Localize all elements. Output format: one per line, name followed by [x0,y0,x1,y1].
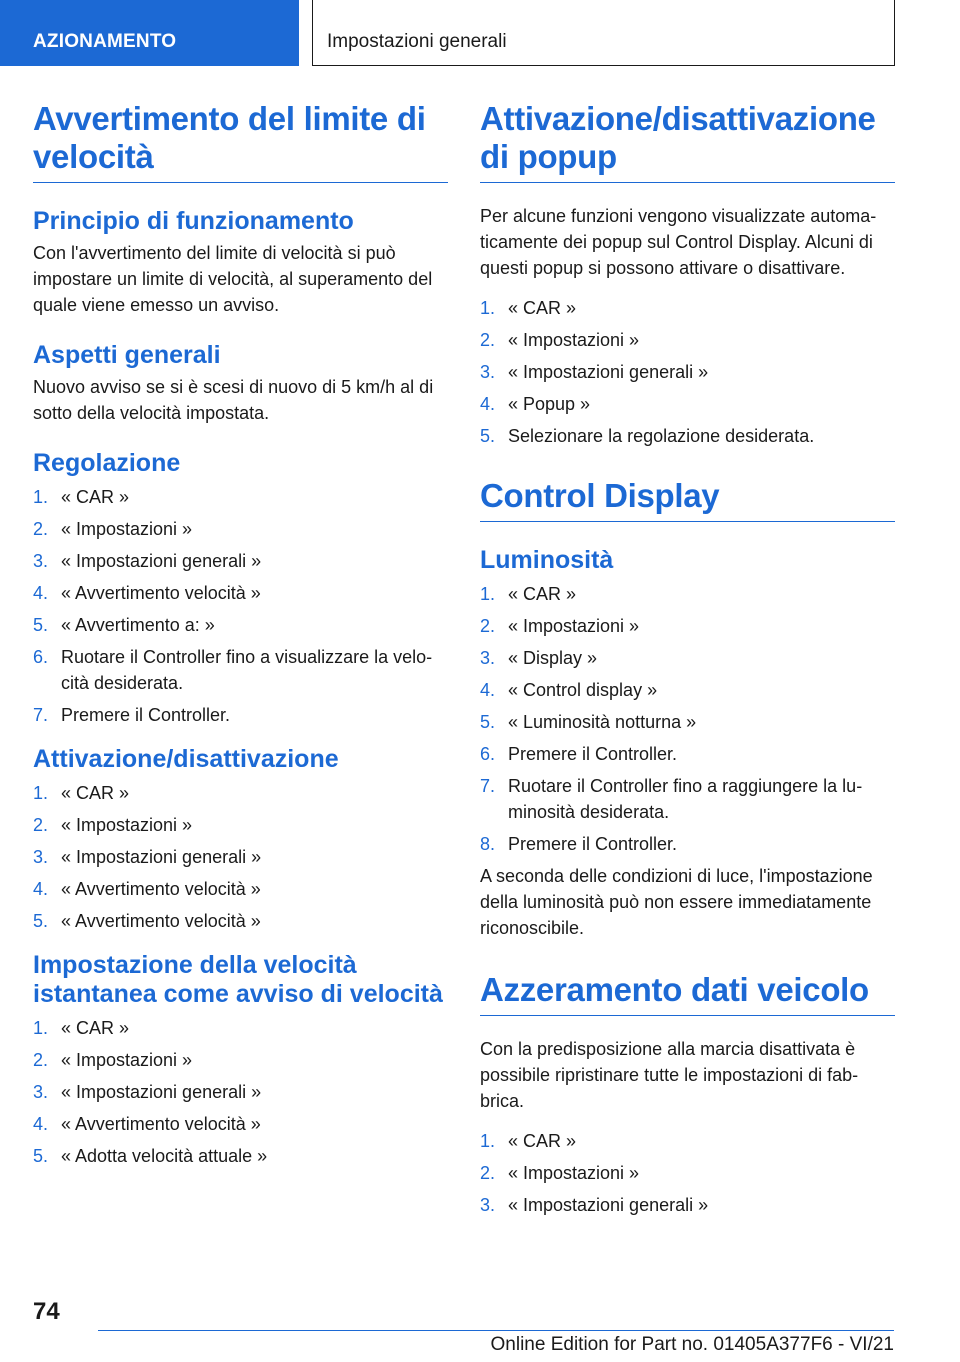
step-text: « Impostazioni » [61,1050,193,1070]
step-text: Selezionare la regolazione desiderata. [508,426,815,446]
text-popup: Per alcune funzioni vengono visualizzate automa‐ticamente dei popup sul Control Display. Alcuni di questi popup si possono attivare o disattivare. [480,206,877,278]
step-number: 3. [33,551,49,571]
step-number: 2. [33,815,49,835]
section-heading-speed-limit: Avvertimento del limite di velocità [33,100,448,183]
list-item [480,709,895,735]
list-item [33,908,448,934]
step-number: 3. [480,362,496,382]
step-text: « Impostazioni » [61,815,193,835]
step-number: 7. [33,705,49,725]
step-number: 1. [33,783,49,803]
step-number: 2. [33,1050,49,1070]
step-number: 2. [480,616,496,636]
step-text: « Control display » [508,680,658,700]
footer-divider [98,1330,894,1331]
list-item [480,645,895,671]
text-aspetti: Nuovo avviso se si è scesi di nuovo di 5 km/h al di sotto della velocità impostata. [33,377,434,423]
step-number: 2. [480,330,496,350]
heading-luminosita: Luminosità [480,546,614,574]
list-item [33,1047,448,1073]
list-item [480,831,895,857]
page-header [0,0,960,66]
step-text: « Avvertimento a: » [61,615,215,635]
text-azzeramento: Con la predisposizione alla marcia disattivata è possibile ripristinare tutte le impostazioni di fab‐brica. [480,1039,859,1111]
list-item [480,1192,895,1218]
steps-popup [480,295,895,449]
step-text: « Avvertimento velocità » [61,911,261,931]
step-text: « CAR » [508,298,577,318]
step-text: « Popup » [508,394,591,414]
step-text: « CAR » [61,783,130,803]
step-number: 5. [33,1146,49,1166]
step-text: « Avvertimento velocità » [61,1114,261,1134]
step-text: « Impostazioni generali » [61,847,262,867]
step-text: « Impostazioni generali » [508,1195,709,1215]
list-item [33,484,448,510]
section-heading-azzeramento: Azzeramento dati veicolo [480,971,895,1016]
step-text: « Impostazioni » [508,1163,640,1183]
edition-note: Online Edition for Part no. 01405A377F6 - VI/21 [490,1334,894,1355]
list-item [480,677,895,703]
heading-aspetti: Aspetti generali [33,341,221,369]
page-number: 74 [33,1298,60,1325]
step-text: « Adotta velocità attuale » [61,1146,268,1166]
step-number: 4. [33,879,49,899]
step-number: 1. [33,1018,49,1038]
step-number: 5. [33,911,49,931]
step-text: Ruotare il Controller fino a visualizzare la velo‐cità desiderata. [61,647,433,693]
step-number: 5. [480,426,496,446]
list-item [33,876,448,902]
list-item [33,780,448,806]
step-text: Premere il Controller. [61,705,231,725]
step-number: 5. [480,712,496,732]
list-item [33,844,448,870]
step-text: « Avvertimento velocità » [61,583,261,603]
step-text: « CAR » [61,487,130,507]
text-principio: Con l'avvertimento del limite di velocità si può impostare un limite di velocità, al superamento del quale viene emesso un avviso. [33,243,433,315]
list-item [33,548,448,574]
right-column [480,100,895,1224]
step-number: 1. [480,298,496,318]
section-tab: AZIONAMENTO [0,0,299,66]
step-number: 3. [33,1082,49,1102]
step-text: Ruotare il Controller fino a raggiungere la lu‐minosità desiderata. [508,776,863,822]
list-item [33,580,448,606]
step-number: 4. [480,394,496,414]
step-number: 7. [480,776,496,796]
section-heading-popup: Attivazione/disattivazione di popup [480,100,895,183]
step-text: « Impostazioni generali » [61,551,262,571]
list-item [480,773,895,825]
step-number: 3. [480,1195,496,1215]
list-item [33,1079,448,1105]
list-item [33,644,448,696]
step-number: 3. [480,648,496,668]
list-item [33,812,448,838]
step-text: « Impostazioni generali » [61,1082,262,1102]
heading-impostazione: Impostazione della velocità istantanea come avviso di velocità [33,951,443,1008]
step-number: 1. [33,487,49,507]
steps-azzeramento [480,1128,895,1218]
heading-attivazione: Attivazione/disattivazione [33,745,339,773]
step-text: Premere il Controller. [508,834,678,854]
step-text: « Avvertimento velocità » [61,879,261,899]
note-luminosita: A seconda delle condizioni di luce, l'impostazione della luminosità può non essere immediatamente riconoscibile. [480,866,873,938]
step-text: « CAR » [508,584,577,604]
chapter-title: Impostazioni generali [312,0,895,66]
list-item [480,1128,895,1154]
list-item [480,295,895,321]
step-text: « Luminosità notturna » [508,712,697,732]
list-item [33,1143,448,1169]
step-number: 6. [480,744,496,764]
list-item [480,327,895,353]
left-column [33,100,448,1175]
step-number: 2. [480,1163,496,1183]
step-number: 4. [480,680,496,700]
steps-luminosita [480,581,895,857]
step-text: « Impostazioni » [508,330,640,350]
list-item [33,702,448,728]
step-text: Premere il Controller. [508,744,678,764]
step-number: 8. [480,834,496,854]
steps-attivazione [33,780,448,934]
list-item [33,1111,448,1137]
step-number: 6. [33,647,49,667]
list-item [480,1160,895,1186]
step-text: « CAR » [61,1018,130,1038]
step-text: « CAR » [508,1131,577,1151]
step-number: 1. [480,584,496,604]
list-item [33,612,448,638]
step-number: 2. [33,519,49,539]
step-number: 1. [480,1131,496,1151]
steps-regolazione [33,484,448,728]
heading-principio: Principio di funzionamento [33,207,354,235]
list-item [480,391,895,417]
list-item [480,423,895,449]
step-text: « Display » [508,648,598,668]
step-text: « Impostazioni » [508,616,640,636]
step-number: 3. [33,847,49,867]
step-number: 4. [33,583,49,603]
step-text: « Impostazioni generali » [508,362,709,382]
list-item [480,359,895,385]
step-number: 4. [33,1114,49,1134]
list-item [33,1015,448,1041]
list-item [480,581,895,607]
step-number: 5. [33,615,49,635]
list-item [33,516,448,542]
list-item [480,741,895,767]
heading-regolazione: Regolazione [33,449,181,477]
step-text: « Impostazioni » [61,519,193,539]
section-heading-control-display: Control Display [480,477,895,522]
steps-impostazione [33,1015,448,1169]
list-item [480,613,895,639]
